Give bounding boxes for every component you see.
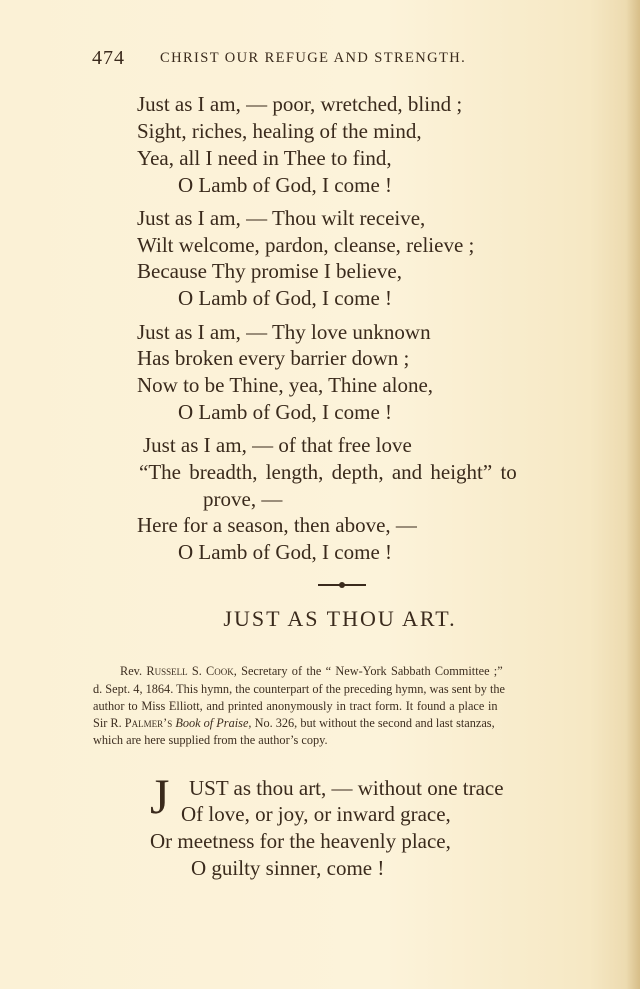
running-head: CHRIST OUR REFUGE AND STRENGTH. <box>160 50 467 66</box>
page-header <box>92 47 532 73</box>
page-edge-shadow <box>626 0 640 989</box>
verse-line: Has broken every barrier down ; <box>137 346 410 370</box>
hymn-title: JUST AS THOU ART. <box>223 606 457 631</box>
page-number: 474 <box>92 47 125 69</box>
note-line <box>120 663 503 680</box>
drop-cap: J <box>150 768 170 824</box>
verse-line: Because Thy promise I believe, <box>137 259 402 283</box>
note-line: which are here supplied from the author’s copy. <box>93 733 328 747</box>
note-line <box>93 715 495 732</box>
verse-line-continued: prove, — <box>203 487 283 511</box>
verse-line: Yea, all I need in Thee to find, <box>137 146 392 170</box>
verse-line: Of love, or joy, or inward grace, <box>181 802 451 826</box>
note-line4-rest: No. 326, but without the second and last stanzas, <box>254 716 495 730</box>
verse-line: Wilt welcome, pardon, cleanse, relieve ; <box>137 233 475 257</box>
note-author: Russell S. Cook, <box>146 664 237 678</box>
verse-line: “The breadth, length, depth, and height” to <box>139 460 517 484</box>
verse-line: Sight, riches, healing of the mind, <box>137 119 422 143</box>
refrain-line: O Lamb of God, I come ! <box>178 286 393 310</box>
refrain-line: O Lamb of God, I come ! <box>178 173 393 197</box>
refrain-line: O Lamb of God, I come ! <box>178 400 393 424</box>
note-palmer: Palmer’s <box>124 716 173 730</box>
note-line: author to Miss Elliott, and printed anonymously in tract form. It found a place in <box>93 699 498 713</box>
note-book-title: Book of Praise, <box>175 716 252 730</box>
verse-line: Here for a season, then above, — <box>137 513 417 537</box>
note-line: d. Sept. 4, 1864. This hymn, the counterpart of the preceding hymn, was sent by the <box>93 682 505 696</box>
refrain-line: O guilty sinner, come ! <box>191 856 385 880</box>
verse-line: Now to be Thine, yea, Thine alone, <box>137 373 434 397</box>
verse-line: Just as I am, — Thou wilt receive, <box>137 206 426 230</box>
note-line1-rest: Secretary of the “ New-York Sabbath Committee ;” <box>241 664 503 678</box>
note-sir: Sir R. <box>93 716 122 730</box>
verse-line: Just as I am, — poor, wretched, blind ; <box>137 92 463 116</box>
verse-line: Just as I am, — Thy love unknown <box>137 320 431 344</box>
verse-line: UST as thou art, — without one trace <box>189 776 504 800</box>
section-divider-ornament <box>339 582 345 588</box>
verse-line: Just as I am, — of that free love <box>143 433 412 457</box>
verse-line: Or meetness for the heavenly place, <box>150 829 451 853</box>
note-rev: Rev. <box>120 664 143 678</box>
refrain-line: O Lamb of God, I come ! <box>178 540 393 564</box>
